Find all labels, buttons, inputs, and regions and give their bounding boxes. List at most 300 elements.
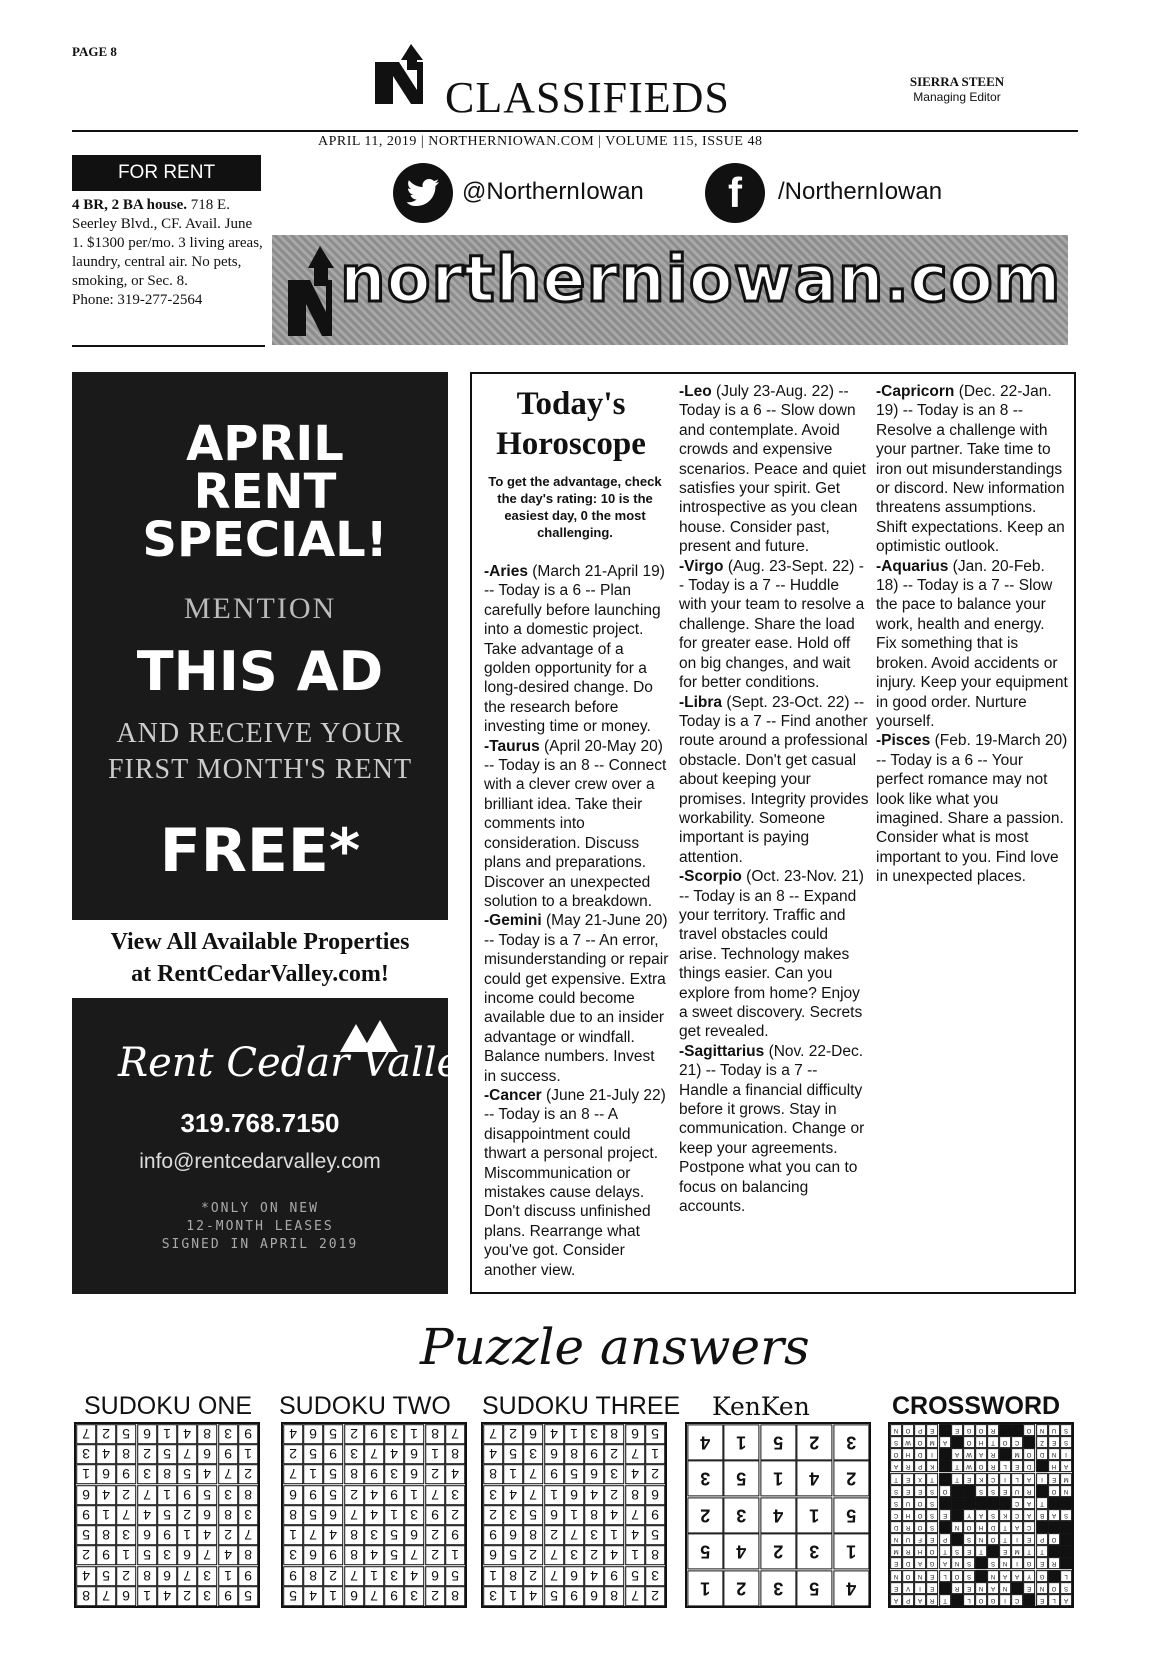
crossword-cell: A xyxy=(1060,1460,1072,1472)
sign-name: -Taurus xyxy=(484,737,544,755)
grid-cell: 5 xyxy=(76,1525,96,1545)
grid-cell: 3 xyxy=(404,1505,424,1525)
ad-view-properties[interactable] xyxy=(72,920,448,998)
grid-cell: 5 xyxy=(303,1444,323,1464)
grid-cell: 5 xyxy=(645,1525,665,1545)
crossword-cell: O xyxy=(902,1570,914,1582)
crossword-cell: N xyxy=(951,1557,963,1569)
grid-cell: 1 xyxy=(833,1533,869,1569)
crossword-cell: D xyxy=(1023,1460,1035,1472)
grid-cell: 6 xyxy=(137,1424,157,1444)
crossword-cell: K xyxy=(975,1473,987,1485)
horoscope-sign xyxy=(679,383,866,555)
listing-body: 718 E. Seerley Blvd., CF. Avail. June 1. $1300 per/mo. 3 living areas, laundry, central air. No pets, smoking, or Sec. 8. xyxy=(72,197,263,289)
grid-cell: 3 xyxy=(384,1464,404,1484)
crossword-cell: N xyxy=(999,1582,1011,1594)
kenken-label: KenKen xyxy=(712,1392,810,1421)
crossword-cell: H xyxy=(1048,1460,1060,1472)
crossword-cell: C xyxy=(1011,1594,1023,1606)
crossword-cell: D xyxy=(914,1448,926,1460)
crossword-block xyxy=(963,1497,975,1509)
crossword-block xyxy=(951,1436,963,1448)
fine-print-line: *ONLY ON NEW xyxy=(201,1201,319,1216)
crossword-cell: L xyxy=(1060,1570,1072,1582)
ad-email[interactable]: info@rentcedarvalley.com xyxy=(139,1150,381,1173)
grid-cell: 9 xyxy=(323,1444,343,1464)
crossword-cell: R xyxy=(1023,1485,1035,1497)
sign-name: -Leo xyxy=(679,383,717,400)
crossword-cell: K xyxy=(926,1460,938,1472)
crossword-cell: T xyxy=(999,1521,1011,1533)
grid-cell: 7 xyxy=(564,1525,584,1545)
crossword-cell: O xyxy=(951,1570,963,1582)
grid-cell: 8 xyxy=(344,1464,364,1484)
crossword-cell: Y xyxy=(1023,1570,1035,1582)
grid-cell: 6 xyxy=(523,1424,543,1444)
crossword-block xyxy=(1023,1436,1035,1448)
crossword-cell: D xyxy=(1036,1448,1048,1460)
horoscope-sign xyxy=(876,732,1067,885)
grid-cell: 7 xyxy=(364,1444,384,1464)
grid-cell: 9 xyxy=(384,1485,404,1505)
crossword-cell: O xyxy=(914,1436,926,1448)
grid-cell: 9 xyxy=(218,1444,238,1464)
sign-name: -Scorpio xyxy=(679,868,747,886)
grid-cell: 1 xyxy=(76,1464,96,1484)
crossword-cell: R xyxy=(1048,1557,1060,1569)
crossword-cell: H xyxy=(975,1521,987,1533)
grid-cell: 3 xyxy=(76,1444,96,1464)
grid-cell: 6 xyxy=(96,1464,116,1484)
grid-cell: 6 xyxy=(584,1586,604,1606)
crossword-cell: N xyxy=(890,1533,902,1545)
grid-cell: 4 xyxy=(303,1586,323,1606)
grid-cell: 2 xyxy=(425,1545,445,1565)
ad-mention: MENTION xyxy=(183,592,337,625)
grid-cell: 9 xyxy=(157,1525,177,1545)
grid-cell: 1 xyxy=(238,1444,258,1464)
grid-cell: 5 xyxy=(503,1545,523,1565)
crossword-cell: E xyxy=(926,1424,938,1436)
grid-cell: 4 xyxy=(177,1424,197,1444)
crossword-cell: D xyxy=(902,1557,914,1569)
crossword-block xyxy=(987,1497,999,1509)
crossword-cell: D xyxy=(890,1521,902,1533)
grid-cell: 5 xyxy=(564,1464,584,1484)
grid-cell: 7 xyxy=(344,1566,364,1586)
crossword-cell: A xyxy=(939,1557,951,1569)
grid-cell: 4 xyxy=(723,1533,759,1569)
crossword-cell: I xyxy=(926,1448,938,1460)
grid-cell: 2 xyxy=(760,1533,796,1569)
grid-cell: 2 xyxy=(116,1485,136,1505)
horoscope-column-2 xyxy=(679,382,869,1216)
crossword-cell: E xyxy=(1036,1594,1048,1606)
crossword-cell: A xyxy=(999,1570,1011,1582)
grid-cell: 6 xyxy=(344,1586,364,1606)
northern-iowan-logo-icon xyxy=(286,246,340,338)
crossword-cell: N xyxy=(890,1570,902,1582)
grid-cell: 1 xyxy=(483,1566,503,1586)
crossword-cell: H xyxy=(902,1448,914,1460)
grid-cell: 4 xyxy=(760,1497,796,1533)
grid-cell: 9 xyxy=(544,1464,564,1484)
sign-text: (Dec. 22-Jan. 19) -- Today is an 8 -- Resolve a challenge with your partner. Take time to iron out misunderstandings or discord. New information threatens assumptions. Shift expectations. Keep an optimistic outlook. xyxy=(876,383,1065,556)
grid-cell: 2 xyxy=(425,1464,445,1484)
horoscope-sign xyxy=(484,738,666,910)
grid-cell: 7 xyxy=(625,1444,645,1464)
grid-cell: 2 xyxy=(796,1424,832,1460)
horoscope-sign xyxy=(679,1043,864,1215)
crossword-cell: E xyxy=(914,1485,926,1497)
crossword-cell: N xyxy=(1036,1582,1048,1594)
grid-cell: 5 xyxy=(177,1464,197,1484)
grid-cell: 5 xyxy=(445,1566,465,1586)
grid-cell: 3 xyxy=(483,1586,503,1606)
grid-cell: 9 xyxy=(76,1505,96,1525)
grid-cell: 5 xyxy=(323,1464,343,1484)
crossword-cell: T xyxy=(1036,1497,1048,1509)
grid-cell: 1 xyxy=(384,1505,404,1525)
crossword-cell: D xyxy=(987,1521,999,1533)
grid-cell: 2 xyxy=(544,1525,564,1545)
crossword-cell: U xyxy=(1048,1424,1060,1436)
crossword-cell: S xyxy=(926,1509,938,1521)
crossword-cell: H xyxy=(902,1509,914,1521)
twitter-bird-icon[interactable] xyxy=(393,163,453,223)
grid-cell: 1 xyxy=(218,1566,238,1586)
grid-cell: 1 xyxy=(96,1505,116,1525)
crossword-cell: S xyxy=(926,1485,938,1497)
grid-cell: 6 xyxy=(544,1444,564,1464)
crossword-cell: R xyxy=(902,1460,914,1472)
crossword-cell: T xyxy=(951,1473,963,1485)
grid-cell: 4 xyxy=(833,1570,869,1606)
crossword-cell: A xyxy=(1023,1497,1035,1509)
sudoku-three-grid xyxy=(481,1422,667,1608)
grid-cell: 3 xyxy=(645,1566,665,1586)
crossword-cell: A xyxy=(975,1448,987,1460)
grid-cell: 1 xyxy=(177,1525,197,1545)
grid-cell: 7 xyxy=(445,1424,465,1444)
crossword-block xyxy=(975,1570,987,1582)
crossword-cell: N xyxy=(975,1582,987,1594)
grid-cell: 1 xyxy=(364,1566,384,1586)
crossword-cell: T xyxy=(975,1545,987,1557)
horoscope-title-line: Horoscope xyxy=(496,426,646,462)
facebook-icon[interactable]: f xyxy=(705,163,765,223)
crossword-cell: A xyxy=(975,1509,987,1521)
grid-cell: 3 xyxy=(604,1464,624,1484)
grid-cell: 9 xyxy=(445,1525,465,1545)
crossword-block xyxy=(1036,1485,1048,1497)
crossword-cell: E xyxy=(939,1509,951,1521)
grid-cell: 6 xyxy=(425,1566,445,1586)
grid-cell: 6 xyxy=(564,1566,584,1586)
section-title: CLASSIFIEDS xyxy=(445,73,730,122)
grid-cell: 5 xyxy=(197,1485,217,1505)
crossword-cell: E xyxy=(926,1533,938,1545)
horoscope-sign xyxy=(484,563,665,735)
crossword-cell: E xyxy=(1011,1460,1023,1472)
crossword-cell: E xyxy=(890,1582,902,1594)
grid-cell: 5 xyxy=(544,1586,564,1606)
grid-cell: 3 xyxy=(137,1464,157,1484)
left-column-rule xyxy=(72,345,265,347)
crossword-block xyxy=(1048,1545,1060,1557)
crossword-block xyxy=(999,1424,1011,1436)
crossword-cell: S xyxy=(963,1570,975,1582)
dateline: APRIL 11, 2019 | NORTHERNIOWAN.COM | VOLUME 115, ISSUE 48 xyxy=(318,134,763,149)
crossword-cell: H xyxy=(914,1545,926,1557)
crossword-cell: A xyxy=(939,1436,951,1448)
grid-cell: 4 xyxy=(137,1505,157,1525)
grid-cell: 2 xyxy=(96,1424,116,1444)
grid-cell: 9 xyxy=(303,1485,323,1505)
grid-cell: 8 xyxy=(218,1505,238,1525)
grid-cell: 9 xyxy=(584,1444,604,1464)
crossword-cell: N xyxy=(951,1521,963,1533)
grid-cell: 1 xyxy=(564,1424,584,1444)
grid-cell: 6 xyxy=(404,1525,424,1545)
grid-cell: 5 xyxy=(323,1424,343,1444)
crossword-cell: S xyxy=(1060,1582,1072,1594)
crossword-cell: O xyxy=(926,1545,938,1557)
sign-text: (Sept. 23-Oct. 22) -- Today is a 7 -- Find another route around a professional obstacle. Don't get casual about keeping your promises. Integrity provides workability. Someone important is paying attention. xyxy=(679,693,869,866)
crossword-block xyxy=(951,1533,963,1545)
grid-cell: 5 xyxy=(523,1505,543,1525)
grid-cell: 5 xyxy=(625,1566,645,1586)
website-url[interactable]: northerniowan.com xyxy=(340,243,1062,317)
ad-phone[interactable]: 319.768.7150 xyxy=(180,1108,340,1138)
grid-cell: 3 xyxy=(723,1497,759,1533)
grid-cell: 3 xyxy=(584,1424,604,1444)
grid-cell: 9 xyxy=(564,1586,584,1606)
crossword-cell: O xyxy=(1048,1582,1060,1594)
grid-cell: 5 xyxy=(760,1424,796,1460)
sudoku-three-label: SUDOKU THREE xyxy=(482,1392,681,1420)
editor-role: Managing Editor xyxy=(913,90,1001,104)
sign-text: (March 21-April 19) -- Today is a 6 -- Plan carefully before launching into a domestic project. Take advantage of a golden opportunity for a long-desired change. Do the research before investing time or money. xyxy=(484,563,665,736)
sign-name: -Aries xyxy=(484,563,533,580)
ad-headline-line: APRIL xyxy=(186,416,344,472)
crossword-cell: U xyxy=(1011,1485,1023,1497)
grid-cell: 2 xyxy=(833,1460,869,1496)
crossword-block xyxy=(951,1485,963,1497)
grid-cell: 3 xyxy=(404,1586,424,1606)
crossword-cell: I xyxy=(914,1582,926,1594)
grid-cell: 3 xyxy=(283,1545,303,1565)
grid-cell: 1 xyxy=(303,1464,323,1484)
for-rent-listing xyxy=(72,196,265,310)
crossword-cell: O xyxy=(1048,1485,1060,1497)
crossword-cell: O xyxy=(939,1485,951,1497)
grid-cell: 1 xyxy=(723,1424,759,1460)
crossword-cell: E xyxy=(963,1545,975,1557)
grid-cell: 3 xyxy=(384,1424,404,1444)
grid-cell: 2 xyxy=(177,1586,197,1606)
crossword-cell: O xyxy=(975,1460,987,1472)
grid-cell: 4 xyxy=(197,1525,217,1545)
grid-cell: 4 xyxy=(523,1586,543,1606)
grid-cell: 3 xyxy=(445,1485,465,1505)
crossword-cell: P xyxy=(914,1460,926,1472)
grid-cell: 9 xyxy=(116,1464,136,1484)
grid-cell: 8 xyxy=(604,1424,624,1444)
crossword-block xyxy=(999,1497,1011,1509)
crossword-block xyxy=(939,1582,951,1594)
crossword-block xyxy=(939,1424,951,1436)
crossword-cell: R xyxy=(926,1594,938,1606)
crossword-cell: E xyxy=(1048,1436,1060,1448)
sudoku-two-label: SUDOKU TWO xyxy=(279,1392,451,1420)
crossword-block xyxy=(963,1485,975,1497)
grid-cell: 7 xyxy=(523,1464,543,1484)
twitter-handle[interactable]: @NorthernIowan xyxy=(462,178,644,205)
sign-name: -Sagittarius xyxy=(679,1042,769,1060)
grid-cell: 9 xyxy=(364,1424,384,1444)
sign-text: (Feb. 19-March 20) -- Today is a 6 -- Your perfect romance may not look like what you imagined. Share a passion. Consider what is most important to you. Find love in unexpected places. xyxy=(876,732,1068,886)
grid-cell: 5 xyxy=(384,1525,404,1545)
grid-cell: 8 xyxy=(238,1545,258,1565)
crossword-cell: G xyxy=(987,1594,999,1606)
crossword-cell: N xyxy=(1060,1485,1072,1497)
grid-cell: 4 xyxy=(625,1464,645,1484)
grid-cell: 7 xyxy=(197,1545,217,1565)
grid-cell: 1 xyxy=(404,1424,424,1444)
crossword-cell: P xyxy=(914,1424,926,1436)
crossword-cell: N xyxy=(890,1424,902,1436)
crossword-cell: O xyxy=(914,1509,926,1521)
crossword-block xyxy=(1036,1460,1048,1472)
crossword-cell: S xyxy=(987,1557,999,1569)
grid-cell: 5 xyxy=(796,1570,832,1606)
grid-cell: 8 xyxy=(584,1505,604,1525)
crossword-cell: A xyxy=(914,1594,926,1606)
crossword-cell: R xyxy=(951,1582,963,1594)
crossword-cell: C xyxy=(890,1509,902,1521)
crossword-cell: E xyxy=(963,1473,975,1485)
sudoku-one-label: SUDOKU ONE xyxy=(84,1392,253,1420)
grid-cell: 8 xyxy=(483,1464,503,1484)
ad-brand: Rent Cedar Valley xyxy=(118,1040,483,1086)
crossword-cell: B xyxy=(1036,1509,1048,1521)
grid-cell: 1 xyxy=(445,1545,465,1565)
crossword-block xyxy=(939,1497,951,1509)
crossword-cell: E xyxy=(1036,1557,1048,1569)
crossword-block xyxy=(1048,1497,1060,1509)
grid-cell: 2 xyxy=(425,1525,445,1545)
grid-cell: 4 xyxy=(384,1444,404,1464)
grid-cell: 2 xyxy=(523,1545,543,1565)
grid-cell: 6 xyxy=(564,1485,584,1505)
horoscope-sign xyxy=(876,383,1065,555)
puzzle-answers-title: Puzzle answers xyxy=(420,1318,810,1376)
crossword-cell: X xyxy=(914,1473,926,1485)
grid-cell: 5 xyxy=(283,1586,303,1606)
crossword-block xyxy=(951,1509,963,1521)
crossword-cell: R xyxy=(987,1424,999,1436)
grid-cell: 4 xyxy=(445,1464,465,1484)
grid-cell: 2 xyxy=(116,1566,136,1586)
grid-cell: 7 xyxy=(523,1485,543,1505)
crossword-cell: S xyxy=(926,1521,938,1533)
grid-cell: 2 xyxy=(483,1505,503,1525)
crossword-cell: O xyxy=(902,1424,914,1436)
sign-name: -Capricorn xyxy=(876,383,959,400)
grid-cell: 9 xyxy=(604,1566,624,1586)
grid-cell: 5 xyxy=(137,1545,157,1565)
grid-cell: 1 xyxy=(116,1545,136,1565)
grid-cell: 7 xyxy=(425,1485,445,1505)
grid-cell: 4 xyxy=(584,1485,604,1505)
crossword-block xyxy=(1060,1521,1072,1533)
listing-lead: 4 BR, 2 BA house. xyxy=(72,197,188,213)
grid-cell: 1 xyxy=(687,1570,723,1606)
grid-cell: 4 xyxy=(96,1444,116,1464)
grid-cell: 3 xyxy=(483,1485,503,1505)
grid-cell: 3 xyxy=(157,1545,177,1565)
grid-cell: 6 xyxy=(157,1566,177,1586)
crossword-block xyxy=(987,1545,999,1557)
crossword-block xyxy=(951,1497,963,1509)
facebook-handle[interactable]: /NorthernIowan xyxy=(778,178,943,205)
ad-view-line: View All Available Properties xyxy=(110,929,410,955)
crossword-cell: M xyxy=(1060,1473,1072,1485)
grid-cell: 8 xyxy=(564,1444,584,1464)
grid-cell: 5 xyxy=(384,1545,404,1565)
crossword-cell: T xyxy=(999,1533,1011,1545)
page-number: PAGE 8 xyxy=(72,44,117,59)
grid-cell: 8 xyxy=(445,1444,465,1464)
crossword-cell: T xyxy=(951,1460,963,1472)
grid-cell: 8 xyxy=(96,1525,116,1545)
crossword-block xyxy=(1048,1570,1060,1582)
ad-view-link[interactable]: at RentCedarValley.com! xyxy=(131,961,389,987)
crossword-cell: O xyxy=(963,1521,975,1533)
crossword-label: CROSSWORD xyxy=(892,1392,1061,1420)
horoscope-sign xyxy=(679,558,864,691)
grid-cell: 1 xyxy=(404,1485,424,1505)
grid-cell: 7 xyxy=(625,1505,645,1525)
grid-cell: 9 xyxy=(483,1525,503,1545)
crossword-cell: E xyxy=(999,1485,1011,1497)
grid-cell: 6 xyxy=(303,1424,323,1444)
crossword-cell: E xyxy=(926,1582,938,1594)
crossword-cell: A xyxy=(890,1460,902,1472)
grid-cell: 6 xyxy=(404,1444,424,1464)
grid-cell: 9 xyxy=(218,1586,238,1606)
grid-cell: 2 xyxy=(503,1424,523,1444)
crossword-cell: T xyxy=(1023,1545,1035,1557)
grid-cell: 6 xyxy=(303,1545,323,1565)
grid-cell: 9 xyxy=(645,1505,665,1525)
grid-cell: 1 xyxy=(137,1586,157,1606)
crossword-block xyxy=(1060,1497,1072,1509)
crossword-cell: S xyxy=(926,1497,938,1509)
crossword-cell: E xyxy=(951,1424,963,1436)
for-rent-heading: FOR RENT xyxy=(72,155,261,191)
grid-cell: 6 xyxy=(625,1424,645,1444)
grid-cell: 3 xyxy=(218,1485,238,1505)
grid-cell: 2 xyxy=(687,1497,723,1533)
sign-name: -Libra xyxy=(679,693,727,711)
crossword-cell: T xyxy=(987,1436,999,1448)
crossword-cell: O xyxy=(914,1497,926,1509)
grid-cell: 6 xyxy=(137,1525,157,1545)
grid-cell: 3 xyxy=(833,1424,869,1460)
crossword-cell: O xyxy=(914,1521,926,1533)
